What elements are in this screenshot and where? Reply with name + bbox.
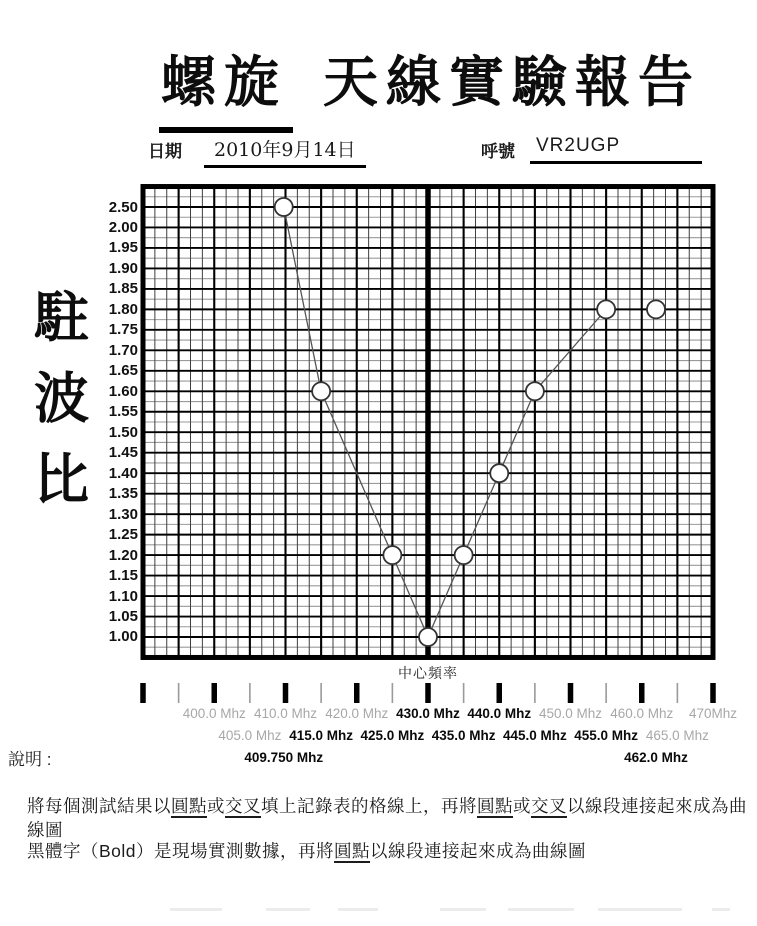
- freq-tick-major: [568, 683, 574, 703]
- freq-tick-minor: [249, 683, 251, 703]
- page-bottom-artifact: [170, 908, 730, 926]
- freq-label: 465.0 Mhz: [645, 728, 709, 743]
- date-value: 2010年9月14日: [204, 135, 366, 168]
- freq-tick-major: [497, 683, 503, 703]
- y-tick-label: 1.85: [108, 280, 138, 298]
- y-tick-label: 1.90: [108, 259, 138, 277]
- y-axis-title-vswr: 駐波比: [25, 288, 90, 531]
- y-tick-label: 2.50: [108, 198, 138, 216]
- y-tick-label: 1.15: [108, 567, 138, 585]
- freq-label-measured: 409.750 Mhz: [244, 750, 324, 765]
- y-tick-label: 1.50: [108, 423, 138, 441]
- instruction-text: 黑體字（Bold）是現場實測數據，再將: [27, 841, 335, 861]
- freq-tick-major: [425, 683, 431, 703]
- y-tick-label: 1.45: [108, 444, 138, 462]
- freq-label: 410.0 Mhz: [253, 706, 318, 721]
- underlined-term: 圓點: [171, 796, 207, 816]
- report-title-antenna-type: 螺旋: [159, 38, 293, 133]
- data-point-circle: [312, 382, 330, 400]
- y-tick-label: 1.75: [108, 321, 138, 339]
- y-tick-label: 1.55: [108, 403, 138, 421]
- underlined-term: 圓點: [477, 796, 513, 816]
- freq-label-measured: 462.0 Mhz: [624, 750, 688, 765]
- freq-tick-major: [212, 683, 218, 703]
- y-tick-label: 1.60: [108, 382, 138, 400]
- freq-label: 420.0 Mhz: [325, 706, 389, 721]
- y-tick-label: 1.95: [108, 239, 138, 257]
- y-tick-label: 1.20: [108, 546, 138, 564]
- freq-tick-major: [140, 683, 146, 703]
- data-point-circle: [383, 546, 401, 564]
- y-tick-label: 1.40: [108, 464, 138, 482]
- instruction-line-2: [27, 839, 747, 863]
- freq-label-measured: 415.0 Mhz: [289, 728, 354, 743]
- instruction-text: 以線段連接起來成為曲線圖: [370, 841, 587, 861]
- callsign-label: 呼號: [481, 142, 515, 161]
- date-label: 日期: [148, 142, 182, 161]
- freq-label: 450.0 Mhz: [538, 706, 603, 721]
- freq-label-measured: 435.0 Mhz: [431, 728, 496, 743]
- freq-tick-minor: [677, 683, 679, 703]
- freq-tick-minor: [178, 683, 180, 703]
- y-tick-label: 1.10: [108, 587, 138, 605]
- freq-tick-minor: [463, 683, 465, 703]
- instruction-text: 以線段連接起來成為曲線圖: [27, 796, 747, 840]
- freq-label: 460.0 Mhz: [610, 706, 674, 721]
- instruction-text: 填上記錄表的格線上，再將: [261, 796, 477, 816]
- data-point-circle: [419, 628, 437, 646]
- underlined-term: 交叉: [531, 796, 567, 816]
- y-tick-label: 1.35: [108, 485, 138, 503]
- data-point-circle: [490, 464, 508, 482]
- y-tick-label: 1.25: [108, 526, 138, 544]
- freq-tick-minor: [605, 683, 607, 703]
- y-tick-label: 1.30: [108, 505, 138, 523]
- data-point-circle: [597, 300, 615, 318]
- y-tick-label: 1.05: [108, 608, 138, 626]
- instruction-text: 將每個測試結果以: [27, 796, 171, 816]
- freq-label-measured: 445.0 Mhz: [502, 728, 567, 743]
- freq-tick-major: [354, 683, 360, 703]
- data-point-circle: [647, 300, 665, 318]
- x-axis-title-center-frequency: 中心頻率: [398, 665, 458, 681]
- freq-tick-minor: [392, 683, 394, 703]
- note-label: 說明 :: [8, 750, 52, 769]
- instruction-text: 或: [207, 796, 225, 816]
- instruction-line-1: [27, 794, 747, 842]
- data-point-circle: [275, 198, 293, 216]
- y-tick-label: 1.80: [108, 300, 138, 318]
- freq-label-measured: 440.0 Mhz: [467, 706, 532, 721]
- instruction-text: 或: [513, 796, 531, 816]
- data-point-circle: [526, 382, 544, 400]
- freq-label: 400.0 Mhz: [182, 706, 246, 721]
- y-tick-label: 1.70: [108, 341, 138, 359]
- freq-label-measured: 455.0 Mhz: [574, 728, 639, 743]
- underlined-term: 交叉: [225, 796, 261, 816]
- report-title-main: 天線實驗報告: [323, 49, 702, 114]
- callsign-value: VR2UGP: [530, 135, 702, 164]
- y-tick-label: 1.65: [108, 362, 138, 380]
- freq-label-measured: 425.0 Mhz: [360, 728, 425, 743]
- data-point-circle: [455, 546, 473, 564]
- y-tick-label: 2.00: [108, 218, 138, 236]
- freq-tick-minor: [320, 683, 322, 703]
- freq-tick-major: [710, 683, 716, 703]
- freq-tick-minor: [534, 683, 536, 703]
- freq-label: 405.0 Mhz: [218, 728, 282, 743]
- underlined-term: 圓點: [334, 841, 371, 861]
- freq-label: 470Mhz: [688, 706, 738, 721]
- freq-label-measured: 430.0 Mhz: [396, 706, 460, 721]
- freq-tick-major: [639, 683, 645, 703]
- freq-tick-major: [283, 683, 289, 703]
- y-tick-label: 1.00: [108, 628, 138, 646]
